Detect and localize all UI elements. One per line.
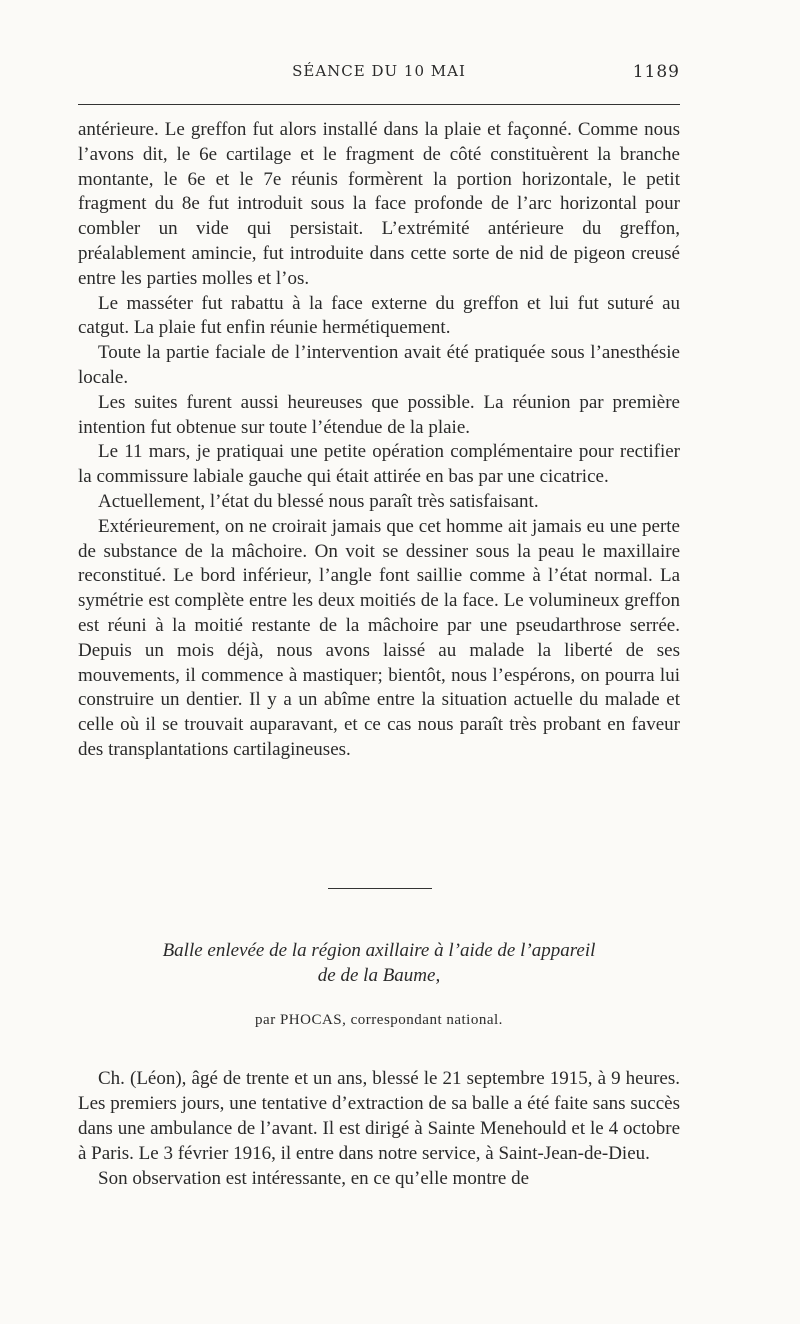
paragraph: Les suites furent aussi heureuses que possible. La réunion par première intention fut obtenue sur toute l’étendue de la plaie. bbox=[78, 391, 680, 438]
running-header bbox=[78, 62, 680, 88]
page-number: 1189 bbox=[632, 62, 680, 82]
paragraph: Extérieurement, on ne croirait jamais que cet homme ait jamais eu une perte de substance de la mâchoire. On voit se dessiner sous la peau le maxillaire reconstitué. Le bord inférieur, l’angle font saillie comme à l’état normal. La symétrie est complète entre les deux moitiés de la face. Le volumineux greffon est réuni à la moitié restante de la mâchoire par une pseudarthrose serrée. Depuis un mois déjà, nous avons laissé au malade la liberté de ses mouvements, il commence à mastiquer; bientôt, nous l’espérons, on pourra lui construire un dentier. Il y a un abîme entre la situation actuelle du malade et celle où il se trouvait auparavant, et ce cas nous paraît très probant en faveur des transplantations cartilagineuses. bbox=[78, 515, 680, 760]
running-title: SÉANCE DU 10 MAI bbox=[292, 62, 466, 80]
article-byline: par PHOCAS, correspondant national. bbox=[255, 1012, 503, 1028]
paragraph: Ch. (Léon), âgé de trente et un ans, blessé le 21 septembre 1915, à 9 heures. Les premiers jours, une tentative d’extraction de sa balle a été faite sans succès dans une ambulance de l’avant. Il est dirigé à Sainte Menehould et le 4 octobre à Paris. Le 3 février 1916, il entre dans notre service, à Saint-Jean-de-Dieu. bbox=[78, 1068, 680, 1164]
paragraph: antérieure. Le greffon fut alors installé dans la plaie et façonné. Comme nous l’avons dit, le 6e cartilage et le fragment de côté constituèrent la branche montante, le 6e et le 7e réunis formèrent la portion horizontale, le petit fragment du 8e fut introduit sous la face profonde de l’arc horizontal pour combler un vide qui persistait. L’extrémité antérieure du greffon, préalablement amincie, fut introduite dans cette sorte de nid de pigeon creusé entre les parties molles et l’os. bbox=[78, 119, 680, 289]
section-divider bbox=[328, 888, 432, 889]
paragraph: Le 11 mars, je pratiquai une petite opération complémentaire pour rectifier la commissure labiale gauche qui était attirée en bas par une cicatrice. bbox=[78, 441, 680, 488]
article-title bbox=[78, 938, 680, 988]
main-text bbox=[78, 118, 680, 763]
article-text bbox=[78, 1066, 680, 1191]
article-title-line: de de la Baume, bbox=[317, 965, 441, 986]
paragraph: Toute la partie faciale de l’intervention avait été pratiquée sous l’anesthésie locale. bbox=[78, 342, 680, 388]
paragraph: Le masséter fut rabattu à la face externe du greffon et lui fut suturé au catgut. La plaie fut enfin réunie hermétiquement. bbox=[78, 292, 680, 339]
paragraph: Actuellement, l’état du blessé nous paraît très satisfaisant. bbox=[98, 490, 539, 512]
header-rule bbox=[78, 104, 680, 105]
article-title-line: Balle enlevée de la région axillaire à l’aide de l’appareil bbox=[162, 940, 596, 961]
paragraph: Son observation est intéressante, en ce qu’elle montre de bbox=[98, 1168, 530, 1189]
